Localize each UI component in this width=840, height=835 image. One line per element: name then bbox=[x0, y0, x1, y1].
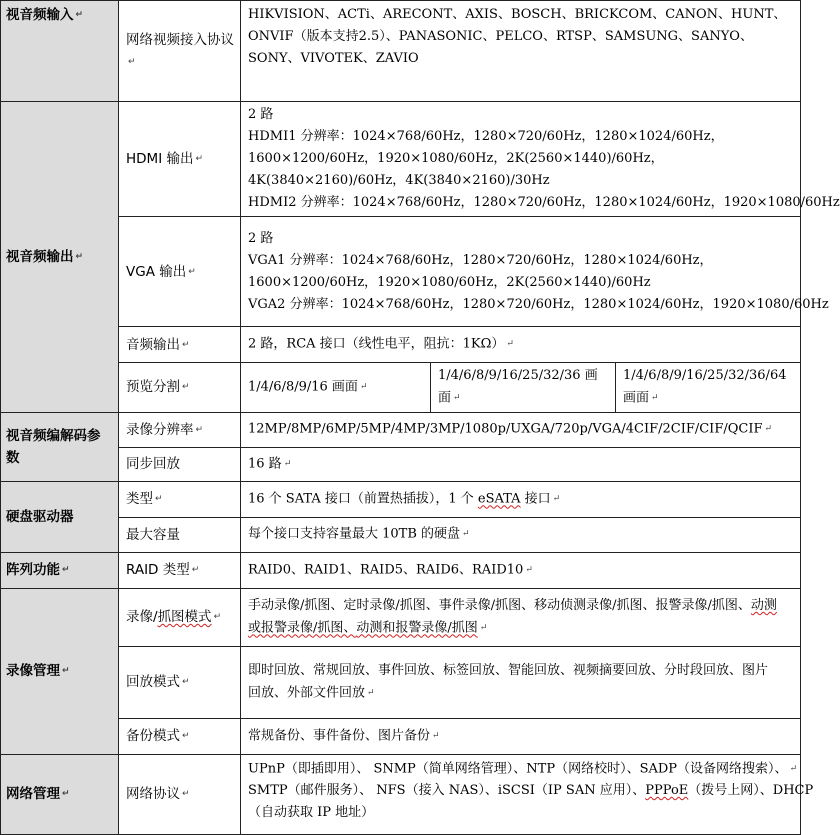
category-codec: 视音频编解码参数 bbox=[1, 412, 119, 481]
category-video-input: 视音频输入 ↵ bbox=[1, 1, 119, 102]
row-playback-mode bbox=[1, 646, 801, 718]
label-playback-mode: 回放模式 ↵ bbox=[119, 646, 241, 718]
label-raid-type: RAID 类型 ↵ bbox=[119, 552, 241, 588]
label-hdd-type: 类型 ↵ bbox=[119, 481, 241, 517]
value-audio-output: 2 路，RCA 接口（线性电平，阻抗：1KΩ） ↵ bbox=[241, 327, 801, 363]
label-preview-split: 预览分割 ↵ bbox=[119, 363, 241, 413]
label-hdmi: HDMI 输出 ↵ bbox=[119, 102, 241, 217]
row-network-protocol bbox=[1, 754, 801, 834]
label-record-mode: 录像/抓图模式 ↵ bbox=[119, 588, 241, 646]
category-record: 录像管理 ↵ bbox=[1, 588, 119, 754]
value-playback-mode: 即时回放、常规回放、事件回放、标签回放、智能回放、视频摘要回放、分时段回放、图片 回放、外部文件回放 ↵ bbox=[241, 646, 801, 718]
value-hdmi: 2 路 HDMI1 分辨率：1024×768/60Hz，1280×720/60Hz，1280×1024/60Hz，1600×1200/60Hz，1920×1080/60Hz，2K(2560×1440)/60Hz，4K(3840×2160)/60Hz，4K(3840×2160)/30Hz HDMI2 分辨率：1024×768/60Hz，1280×720/60Hz，1280×1024/60Hz，1920×1080/60Hz bbox=[241, 102, 801, 217]
row-hdd-capacity bbox=[1, 517, 801, 552]
category-hdd: 硬盘驱动器 bbox=[1, 481, 119, 552]
row-audio-output bbox=[1, 327, 801, 363]
value-hdd-type: 16 个 SATA 接口（前置热插拔），1 个 eSATA 接口 ↵ bbox=[241, 481, 801, 517]
value-network-protocols: UPnP（即插即用）、 SNMP（简单网络管理）、NTP（网络校时）、SADP（设备网络搜索）、 ↵ SMTP（邮件服务）、 NFS（接入 NAS）、iSCSI（IP SAN 应用）、PPPoE（拨号上网）、DHCP （自动获取 IP 地址） bbox=[241, 754, 801, 834]
value-record-mode: 手动录像/抓图、定时录像/抓图、事件录像/抓图、移动侦测录像/抓图、报警录像/抓图、动测 或报警录像/抓图、动测和报警录像/抓图 ↵ bbox=[241, 588, 801, 646]
value-preview-option-1: 1/4/6/8/9/16 画面 ↵ bbox=[241, 363, 431, 413]
value-hdd-capacity: 每个接口支持容量最大 10TB 的硬盘 ↵ bbox=[241, 517, 801, 552]
row-record-mode bbox=[1, 588, 801, 646]
row-backup-mode bbox=[1, 718, 801, 754]
value-preview-option-2: 1/4/6/8/9/16/25/32/36 画面 ↵ bbox=[431, 363, 616, 413]
row-preview-split bbox=[1, 363, 801, 413]
category-raid: 阵列功能 ↵ bbox=[1, 552, 119, 588]
row-vga bbox=[1, 217, 801, 327]
value-record-resolution: 12MP/8MP/6MP/5MP/4MP/3MP/1080p/UXGA/720p/VGA/4CIF/2CIF/CIF/QCIF ↵ bbox=[241, 412, 801, 447]
row-video-input bbox=[1, 1, 801, 102]
label-network-protocol: 网络视频接入协议↵ bbox=[119, 1, 241, 102]
value-vga: 2 路 VGA1 分辨率：1024×768/60Hz，1280×720/60Hz，1280×1024/60Hz，1600×1200/60Hz，1920×1080/60Hz，2K(2560×1440)/60Hz VGA2 分辨率：1024×768/60Hz，1280×720/60Hz，1280×1024/60Hz，1920×1080/60Hz bbox=[241, 217, 801, 327]
row-sync-playback bbox=[1, 447, 801, 481]
label-network-protocols: 网络协议 ↵ bbox=[119, 754, 241, 834]
row-record-resolution bbox=[1, 412, 801, 447]
row-hdd-type bbox=[1, 481, 801, 517]
value-preview-option-3: 1/4/6/8/9/16/25/32/36/64 画面 ↵ bbox=[616, 363, 801, 413]
value-raid-type: RAID0、RAID1、RAID5、RAID6、RAID10 ↵ bbox=[241, 552, 801, 588]
label-record-resolution: 录像分辨率 ↵ bbox=[119, 412, 241, 447]
label-backup-mode: 备份模式 ↵ bbox=[119, 718, 241, 754]
label-vga: VGA 输出 ↵ bbox=[119, 217, 241, 327]
row-hdmi bbox=[1, 102, 801, 217]
row-raid bbox=[1, 552, 801, 588]
value-network-protocol: HIKVISION、ACTi、ARECONT、AXIS、BOSCH、BRICKCOM、CANON、HUNT、ONVIF（版本支持2.5）、PANASONIC、PELCO、RTSP、SAMSUNG、SANYO、SONY、VIVOTEK、ZAVIO bbox=[241, 1, 801, 102]
label-sync-playback: 同步回放 bbox=[119, 447, 241, 481]
category-video-output: 视音频输出 ↵ bbox=[1, 102, 119, 413]
category-network: 网络管理 ↵ bbox=[1, 754, 119, 834]
label-hdd-capacity: 最大容量 bbox=[119, 517, 241, 552]
value-sync-playback: 16 路 ↵ bbox=[241, 447, 801, 481]
value-backup-mode: 常规备份、事件备份、图片备份 ↵ bbox=[241, 718, 801, 754]
label-audio-output: 音频输出 ↵ bbox=[119, 327, 241, 363]
